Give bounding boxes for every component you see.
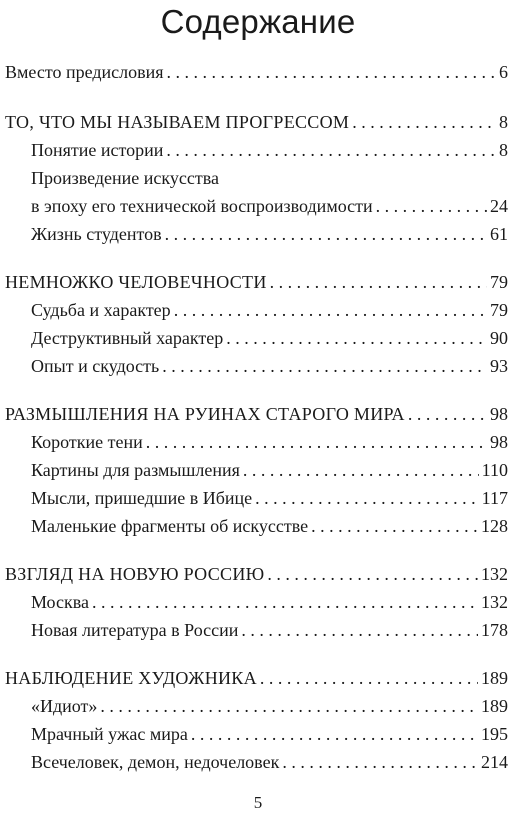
dot-leader [255, 484, 479, 512]
toc-section-label: РАЗМЫШЛЕНИЯ НА РУИНАХ СТАРОГО МИРА [5, 404, 405, 424]
dot-leader [146, 428, 487, 456]
toc-entry-label: Деструктивный характер [31, 328, 224, 348]
toc-section-heading [5, 560, 508, 588]
toc-section-page: 132 [481, 564, 508, 584]
dot-leader [270, 268, 487, 296]
toc-entry-page: 8 [499, 140, 508, 160]
toc-entry-label: Короткие тени [31, 432, 143, 452]
toc-section-label: ВЗГЛЯД НА НОВУЮ РОССИЮ [5, 564, 265, 584]
toc-entry-page: 6 [499, 62, 508, 82]
toc-entry-page: 24 [490, 196, 508, 216]
toc-section-label: НЕМНОЖКО ЧЕЛОВЕЧНОСТИ [5, 272, 267, 292]
toc-entry [5, 484, 508, 512]
toc-entry [5, 136, 508, 164]
toc-entry-label: Маленькие фрагменты об искусстве [31, 516, 309, 536]
dot-leader [165, 220, 487, 248]
toc-section-label: НАБЛЮДЕНИЕ ХУДОЖНИКА [5, 668, 257, 688]
dot-leader [352, 108, 496, 136]
toc-section-page: 189 [481, 668, 508, 688]
toc-entry-page: 195 [481, 724, 508, 744]
toc-entry-page: 128 [481, 516, 508, 536]
dot-leader [267, 560, 478, 588]
dot-leader [100, 692, 478, 720]
spacer [5, 86, 508, 108]
toc-entry [5, 324, 508, 352]
toc-entry-label: Картины для размышления [31, 460, 240, 480]
dot-leader [408, 400, 487, 428]
toc-entry-label: Мысли, пришедшие в Ибице [31, 488, 253, 508]
dot-leader [311, 512, 478, 540]
toc-entry-page: 178 [481, 620, 508, 640]
spacer [5, 380, 508, 400]
toc-entry-page: 189 [481, 696, 508, 716]
toc-entry [5, 428, 508, 456]
toc-section-label: ТО, ЧТО МЫ НАЗЫВАЕМ ПРОГРЕССОМ [5, 112, 350, 132]
toc-entry-label: Новая литература в России [31, 620, 239, 640]
toc-entry-label: Жизнь студентов [31, 224, 162, 244]
dot-leader [260, 664, 478, 692]
toc-entry [5, 512, 508, 540]
toc-entry [5, 296, 508, 324]
toc-section-heading [5, 108, 508, 136]
toc-entry-page: 93 [490, 356, 508, 376]
dot-leader [174, 296, 487, 324]
dot-leader [162, 352, 487, 380]
spacer [5, 248, 508, 268]
toc-entry-label: Вместо предисловия [5, 62, 164, 82]
toc-entry-page: 98 [490, 432, 508, 452]
toc-entry-label: Понятие истории [31, 140, 164, 160]
dot-leader [282, 748, 478, 776]
spacer [5, 540, 508, 560]
toc-section-heading [5, 268, 508, 296]
page-number: 5 [253, 793, 263, 812]
dot-leader [166, 136, 496, 164]
toc-entry-page: 90 [490, 328, 508, 348]
toc-entry-page: 110 [481, 460, 508, 480]
toc-entry-label: Мрачный ужас мира [31, 724, 188, 744]
dot-leader [226, 324, 487, 352]
toc-entry-page: 132 [481, 592, 508, 612]
dot-leader [92, 588, 478, 616]
dot-leader [241, 616, 478, 644]
toc-entry-intro [5, 58, 508, 86]
toc-section-page: 79 [490, 272, 508, 292]
toc-section-heading [5, 664, 508, 692]
toc-entry-label: Опыт и скудость [31, 356, 160, 376]
toc-entry-page: 61 [490, 224, 508, 244]
toc-entry-label: «Идиот» [31, 696, 98, 716]
dot-leader [376, 192, 487, 220]
toc-entry [5, 616, 508, 644]
toc-entry-page: 214 [481, 752, 508, 772]
dot-leader [191, 720, 478, 748]
toc-entry [5, 720, 508, 748]
toc-entry [5, 748, 508, 776]
toc-entry-page: 79 [490, 300, 508, 320]
toc-entry [5, 352, 508, 380]
toc-entry-label: Москва [31, 592, 89, 612]
page-title: Содержание [160, 3, 356, 40]
toc-entry [5, 588, 508, 616]
toc-entry-label-line1: Произведение искусства [31, 168, 219, 188]
toc-section-page: 8 [499, 112, 508, 132]
toc-entry-label: в эпоху его технической воспроизводимости [31, 196, 373, 216]
toc-entry-page: 117 [481, 488, 508, 508]
toc-entry-label: Всечеловек, демон, недочеловек [31, 752, 280, 772]
table-of-contents [5, 58, 508, 776]
toc-section-heading [5, 400, 508, 428]
toc-section-page: 98 [490, 404, 508, 424]
dot-leader [243, 456, 479, 484]
toc-entry-label: Судьба и характер [31, 300, 171, 320]
dot-leader [167, 58, 496, 86]
toc-entry [5, 192, 508, 220]
toc-entry [5, 456, 508, 484]
toc-entry [5, 220, 508, 248]
toc-entry [5, 692, 508, 720]
spacer [5, 644, 508, 664]
